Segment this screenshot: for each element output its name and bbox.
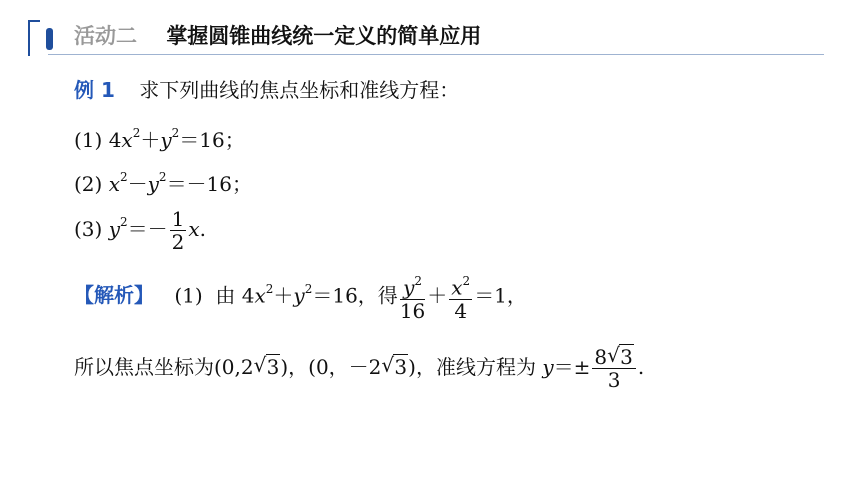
topic-title: 掌握圆锥曲线统一定义的简单应用 xyxy=(166,24,482,48)
problem-item-3: (3) $y^2=-$ $\frac{1}{2}$ x. xyxy=(74,207,207,254)
problem-item-1: (1) $4x^2+y^2=16$； xyxy=(74,126,245,152)
fraction: $\frac{1}{2}$ xyxy=(171,207,185,254)
solution-result: 所以焦点坐标为(0,2√ 3)，(0，－2√ 3)，准线方程为 y＝± $\frac{8√ 3}{3}$ . xyxy=(74,346,644,391)
sqrt: √ 3 xyxy=(381,355,408,379)
fraction: $\frac{y^2}{16}$ xyxy=(399,274,426,323)
solution-tag: 【解析】 xyxy=(74,283,154,308)
header-divider xyxy=(48,54,824,55)
problem-item-2: (2) $x^2-y^2=-16$； xyxy=(74,170,253,196)
example-label: 例 1 xyxy=(74,78,115,102)
example-heading xyxy=(74,74,459,103)
activity-label: 活动二 xyxy=(74,24,137,48)
sqrt: √ 3 xyxy=(254,355,281,379)
section-title xyxy=(74,20,481,50)
fraction: $\frac{8√ 3}{3}$ xyxy=(592,346,635,391)
solution-step-1: 【解析】 (1) 由 $4x^2+y^2=16$，得 $\frac{y^2}{16}$ ＋ $\frac{x^2}{4}$ ＝1， xyxy=(74,274,527,323)
corner-bracket-icon xyxy=(28,20,40,56)
header-marker-icon xyxy=(46,28,53,50)
fraction: $\frac{x^2}{4}$ xyxy=(451,274,471,323)
section-header xyxy=(0,0,860,56)
example-prompt: 求下列曲线的焦点坐标和准线方程： xyxy=(139,78,460,102)
